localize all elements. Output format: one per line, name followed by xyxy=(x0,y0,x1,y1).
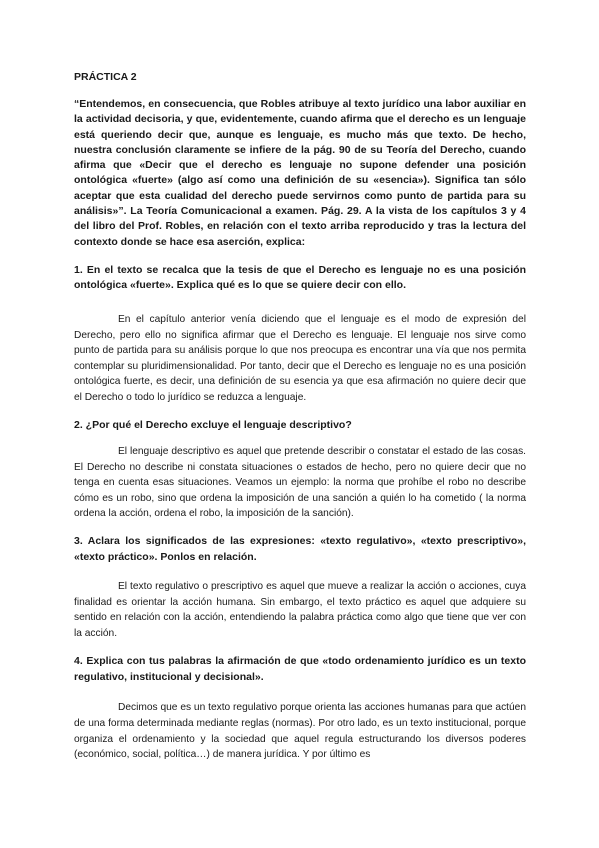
intro-quote: “Entendemos, en consecuencia, que Robles atribuye al texto jurídico una labor auxiliar en la actividad decisoria, y que, evidentemente, cuando afirma que el derecho es un lenguaje está queriendo decir que, aunque es lenguaje, es mucho más que texto. De hecho, nuestra conclusión claramente se infiere de la pág. 90 de su Teoría del Derecho, cuando afirma que «Decir que el derecho es lenguaje no supone defender una posición ontológica «fuerte» (algo así como una definición de su «esencia»). Significa tan sólo aceptar que esta cualidad del derecho puede servirnos como punto de partida para su análisis»”. La Teoría Comunicacional a examen. Pág. 29. A la vista de los capítulos 3 y 4 del libro del Prof. Robles, en relación con el texto arriba reproducido y tras la lectura del contexto donde se hace esa aserción, explica: xyxy=(74,98,526,248)
question-2: 2. ¿Por qué el Derecho excluye el lenguaje descriptivo? xyxy=(74,418,352,431)
question-3: 3. Aclara los significados de las expresiones: «texto regulativo», «texto prescriptivo», «texto práctico». Ponlos en relación. xyxy=(74,535,526,563)
answer-1: En el capítulo anterior venía diciendo que el lenguaje es el modo de expresión del Derecho, pero ello no significa afirmar que el Derecho es lenguaje. El lenguaje nos sirve como punto de partida para su análisis porque lo que nos preocupa es encontrar una vía que nos permita contemplar su pluridimensionalidad. Por tanto, decir que el Derecho es lenguaje no es una posición ontológica fuerte, es decir, una definición de su esencia ya que esa afirmación no quiere decir que el Derecho o todo lo jurídico se reduzca a lenguaje. xyxy=(74,313,526,403)
answer-2: El lenguaje descriptivo es aquel que pretende describir o constatar el estado de las cosas. El Derecho no describe ni constata situaciones o estados de hecho, pero no quiere decir que no tenga en cuenta esas situaciones. Veamos un ejemplo: la norma que prohíbe el robo no describe cómo es un robo, sino que ordena la imposición de una sanción a quién lo ha cometido ( la norma ordena la acción, ordena el robo, la imposición de la sanción). xyxy=(74,446,526,520)
question-4: 4. Explica con tus palabras la afirmación de que «todo ordenamiento jurídico es un texto regulativo, institucional y decisional». xyxy=(74,655,526,683)
document-page xyxy=(74,70,526,763)
answer-4: Decimos que es un texto regulativo porque orienta las acciones humanas para que actúen de una forma determinada mediante reglas (normas). Por otro lado, es un texto institucional, porque organiza el ordenamiento y la sociedad que aquel regula estructurando los diversos poderes (económico, social, política…) de manera jurídica. Y por último es xyxy=(74,702,526,761)
document-title: PRÁCTICA 2 xyxy=(74,71,137,83)
question-1: 1. En el texto se recalca que la tesis de que el Derecho es lenguaje no es una posición ontológica «fuerte». Explica qué es lo que se quiere decir con ello. xyxy=(74,263,526,292)
answer-3: El texto regulativo o prescriptivo es aquel que mueve a realizar la acción o acciones, cuya finalidad es orientar la acción humana. Sin embargo, el texto práctico es aquel que adquiere su sentido en relación con la acción, entendiendo la palabra práctica como algo que tiene que ver con la acción. xyxy=(74,581,526,639)
